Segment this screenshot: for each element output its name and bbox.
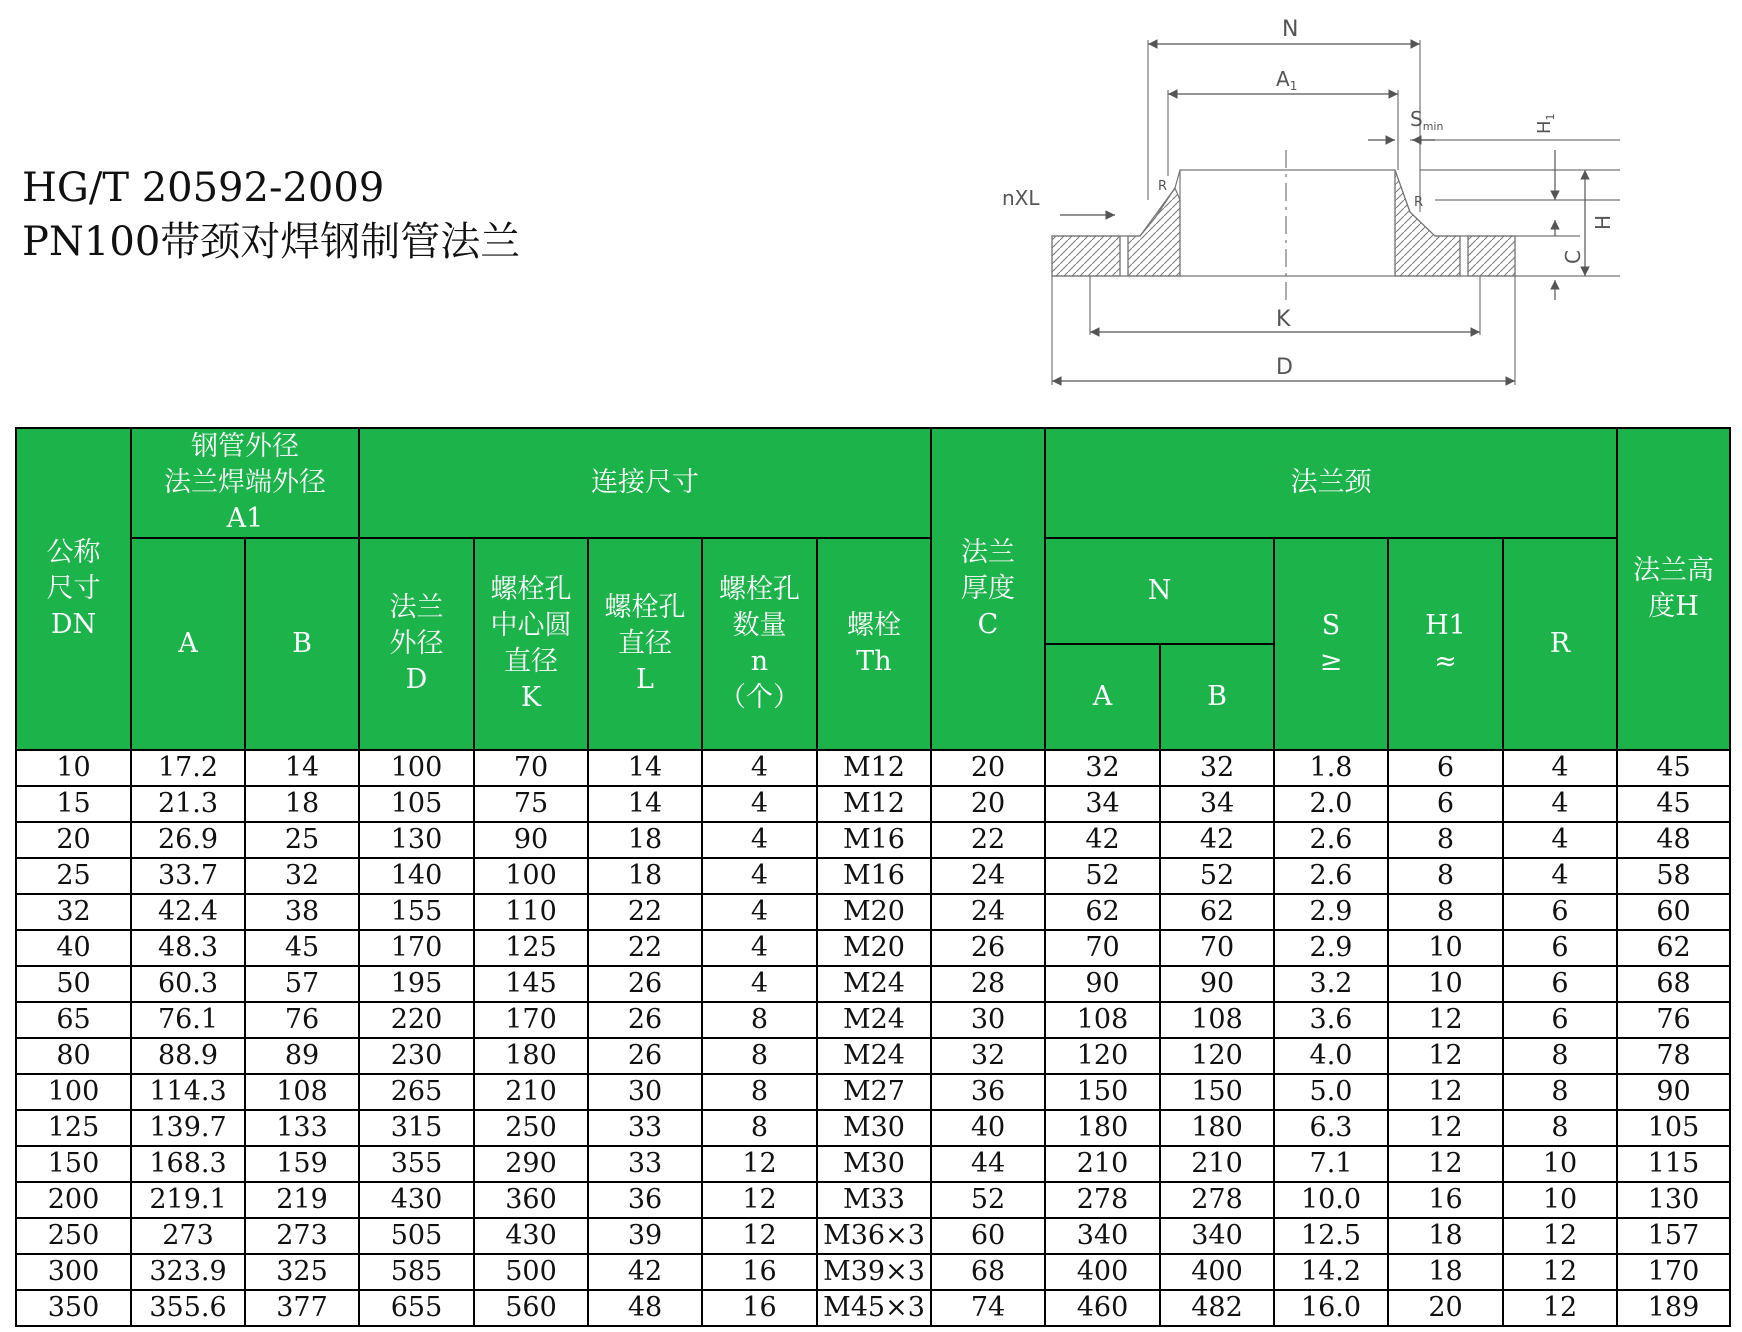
header-h1: H1 ≈: [1388, 538, 1503, 750]
table-cell: 290: [474, 1146, 588, 1182]
table-cell: 18: [588, 822, 702, 858]
table-row: [16, 930, 1730, 966]
table-cell: 5.0: [1274, 1074, 1388, 1110]
table-cell: 70: [1160, 930, 1274, 966]
table-cell: M20: [817, 894, 931, 930]
header-a1-b: B: [245, 538, 359, 750]
table-cell: 4: [702, 966, 817, 1002]
table-cell: 18: [588, 858, 702, 894]
table-row: [16, 1038, 1730, 1074]
table-cell: 48: [588, 1290, 702, 1326]
table-row: [16, 894, 1730, 930]
label-C: C: [1561, 250, 1585, 264]
table-cell: 6: [1388, 786, 1503, 822]
table-cell: 32: [1160, 750, 1274, 786]
table-cell: M20: [817, 930, 931, 966]
table-cell: 3.6: [1274, 1002, 1388, 1038]
table-cell: 32: [1045, 750, 1160, 786]
table-cell: 8: [1503, 1038, 1617, 1074]
table-cell: 219.1: [131, 1182, 245, 1218]
table-cell: 400: [1045, 1254, 1160, 1290]
table-cell: 170: [359, 930, 474, 966]
table-cell: 25: [16, 858, 131, 894]
table-cell: 57: [245, 966, 359, 1002]
table-cell: 4: [702, 822, 817, 858]
table-cell: 8: [702, 1002, 817, 1038]
table-cell: 14: [245, 750, 359, 786]
table-cell: 16: [702, 1254, 817, 1290]
table-cell: 21.3: [131, 786, 245, 822]
table-cell: 12: [702, 1146, 817, 1182]
header-l: 螺栓孔 直径 L: [588, 538, 702, 750]
table-cell: 323.9: [131, 1254, 245, 1290]
table-cell: 18: [245, 786, 359, 822]
table-cell: 18: [1388, 1218, 1503, 1254]
table-cell: 33.7: [131, 858, 245, 894]
table-cell: 26: [588, 966, 702, 1002]
table-cell: 32: [245, 858, 359, 894]
table-cell: 8: [1503, 1110, 1617, 1146]
table-cell: 70: [474, 750, 588, 786]
table-cell: 33: [588, 1146, 702, 1182]
table-cell: 50: [16, 966, 131, 1002]
table-cell: 355: [359, 1146, 474, 1182]
table-cell: M16: [817, 858, 931, 894]
table-cell: 2.9: [1274, 930, 1388, 966]
table-cell: 78: [1617, 1038, 1730, 1074]
table-cell: 2.6: [1274, 822, 1388, 858]
table-cell: 34: [1160, 786, 1274, 822]
table-cell: 2.6: [1274, 858, 1388, 894]
table-cell: 12: [1388, 1110, 1503, 1146]
table-cell: 14.2: [1274, 1254, 1388, 1290]
standard-number: HG/T 20592-2009: [22, 165, 385, 211]
table-cell: 58: [1617, 858, 1730, 894]
table-cell: M12: [817, 750, 931, 786]
table-body: [16, 750, 1730, 1326]
table-cell: 76: [1617, 1002, 1730, 1038]
table-cell: 6: [1388, 750, 1503, 786]
table-cell: 4.0: [1274, 1038, 1388, 1074]
table-cell: 250: [16, 1218, 131, 1254]
table-cell: 340: [1045, 1218, 1160, 1254]
flange-section-right: [1395, 170, 1460, 276]
table-row: [16, 1254, 1730, 1290]
label-R-left: R: [1158, 179, 1168, 194]
table-cell: 150: [1160, 1074, 1274, 1110]
table-cell: 360: [474, 1182, 588, 1218]
table-cell: M24: [817, 1038, 931, 1074]
table-cell: 108: [1045, 1002, 1160, 1038]
table-cell: 28: [931, 966, 1045, 1002]
table-cell: 210: [1160, 1146, 1274, 1182]
table-cell: 88.9: [131, 1038, 245, 1074]
table-cell: 65: [16, 1002, 131, 1038]
table-cell: M39×3: [817, 1254, 931, 1290]
header-a1-a: A: [131, 538, 245, 750]
table-cell: 30: [931, 1002, 1045, 1038]
table-cell: 42: [1160, 822, 1274, 858]
table-cell: 500: [474, 1254, 588, 1290]
table-cell: 4: [702, 858, 817, 894]
label-H1: $H_1$: [1534, 113, 1557, 134]
table-cell: 40: [16, 930, 131, 966]
table-cell: 150: [1045, 1074, 1160, 1110]
header-neck-a: A: [1045, 644, 1160, 750]
table-cell: 273: [131, 1218, 245, 1254]
header-connection: 连接尺寸: [359, 428, 931, 538]
table-cell: 8: [1388, 858, 1503, 894]
table-cell: 12: [702, 1182, 817, 1218]
table-cell: 52: [1045, 858, 1160, 894]
table-cell: 40: [931, 1110, 1045, 1146]
table-cell: 139.7: [131, 1110, 245, 1146]
table-cell: 45: [1617, 786, 1730, 822]
table-cell: M12: [817, 786, 931, 822]
table-cell: 60: [1617, 894, 1730, 930]
flange-cross-section-drawing: [980, 0, 1630, 400]
table-cell: 170: [474, 1002, 588, 1038]
table-cell: 2.0: [1274, 786, 1388, 822]
table-cell: 100: [16, 1074, 131, 1110]
table-cell: M33: [817, 1182, 931, 1218]
table-cell: 180: [474, 1038, 588, 1074]
table-row: [16, 1074, 1730, 1110]
header-n: 螺栓孔 数量 n （个）: [702, 538, 817, 750]
table-cell: M27: [817, 1074, 931, 1110]
flange-section-left: [1052, 236, 1120, 276]
label-N: N: [1282, 17, 1299, 42]
header-c: 法兰 厚度 C: [931, 428, 1045, 750]
label-K: K: [1276, 307, 1291, 332]
table-row: [16, 1002, 1730, 1038]
table-cell: 76.1: [131, 1002, 245, 1038]
table-cell: 6: [1503, 1002, 1617, 1038]
table-cell: M36×3: [817, 1218, 931, 1254]
table-cell: 145: [474, 966, 588, 1002]
table-cell: 273: [245, 1218, 359, 1254]
label-D: D: [1276, 355, 1293, 380]
table-cell: 130: [1617, 1182, 1730, 1218]
table-cell: 26: [588, 1002, 702, 1038]
table-cell: 16: [702, 1290, 817, 1326]
table-cell: 12: [1388, 1146, 1503, 1182]
table-cell: 7.1: [1274, 1146, 1388, 1182]
header-r: R: [1503, 538, 1617, 750]
table-cell: 12: [1503, 1254, 1617, 1290]
table-cell: 560: [474, 1290, 588, 1326]
table-cell: 100: [359, 750, 474, 786]
table-cell: 74: [931, 1290, 1045, 1326]
table-row: [16, 1110, 1730, 1146]
table-cell: 68: [1617, 966, 1730, 1002]
table-cell: 1.8: [1274, 750, 1388, 786]
label-S-min: $S_{min}$: [1410, 107, 1444, 133]
table-cell: 26: [931, 930, 1045, 966]
table-cell: 36: [931, 1074, 1045, 1110]
table-cell: 100: [474, 858, 588, 894]
header-h: 法兰高 度H: [1617, 428, 1730, 750]
table-cell: 34: [1045, 786, 1160, 822]
table-cell: 115: [1617, 1146, 1730, 1182]
table-header: [16, 428, 1730, 750]
table-cell: 6: [1503, 966, 1617, 1002]
table-cell: 10.0: [1274, 1182, 1388, 1218]
table-cell: 90: [474, 822, 588, 858]
table-cell: 48: [1617, 822, 1730, 858]
table-cell: 168.3: [131, 1146, 245, 1182]
table-cell: 8: [1503, 1074, 1617, 1110]
table-cell: 108: [1160, 1002, 1274, 1038]
table-cell: 24: [931, 894, 1045, 930]
table-cell: 265: [359, 1074, 474, 1110]
table-cell: 22: [588, 930, 702, 966]
table-cell: 75: [474, 786, 588, 822]
table-cell: 20: [931, 750, 1045, 786]
table-cell: 68: [931, 1254, 1045, 1290]
table-cell: 8: [1388, 822, 1503, 858]
table-cell: 4: [702, 930, 817, 966]
table-cell: 355.6: [131, 1290, 245, 1326]
table-cell: 10: [1503, 1182, 1617, 1218]
document-title: PN100带颈对焊钢制管法兰: [22, 219, 521, 265]
table-cell: 10: [1388, 966, 1503, 1002]
table-cell: 16: [1388, 1182, 1503, 1218]
table-cell: 90: [1617, 1074, 1730, 1110]
label-H: H: [1591, 214, 1615, 230]
table-cell: 12.5: [1274, 1218, 1388, 1254]
table-cell: 17.2: [131, 750, 245, 786]
table-cell: 125: [16, 1110, 131, 1146]
table-cell: 36: [588, 1182, 702, 1218]
header-a1: 钢管外径 法兰焊端外径 A1: [131, 428, 359, 538]
table-cell: 585: [359, 1254, 474, 1290]
table-cell: 15: [16, 786, 131, 822]
table-cell: 80: [16, 1038, 131, 1074]
table-cell: 4: [1503, 750, 1617, 786]
table-cell: 38: [245, 894, 359, 930]
table-row: [16, 786, 1730, 822]
table-cell: 125: [474, 930, 588, 966]
label-R-right: R: [1414, 195, 1424, 210]
table-cell: 25: [245, 822, 359, 858]
table-cell: 230: [359, 1038, 474, 1074]
table-cell: 10: [16, 750, 131, 786]
header-th: 螺栓 Th: [817, 538, 931, 750]
table-cell: 377: [245, 1290, 359, 1326]
table-cell: 210: [474, 1074, 588, 1110]
table-cell: 20: [931, 786, 1045, 822]
table-cell: 210: [1045, 1146, 1160, 1182]
table-cell: 505: [359, 1218, 474, 1254]
table-cell: 278: [1160, 1182, 1274, 1218]
table-cell: 189: [1617, 1290, 1730, 1326]
table-cell: 12: [1388, 1002, 1503, 1038]
table-cell: M45×3: [817, 1290, 931, 1326]
table-cell: 42.4: [131, 894, 245, 930]
table-cell: 180: [1160, 1110, 1274, 1146]
table-row: [16, 858, 1730, 894]
table-cell: 150: [16, 1146, 131, 1182]
table-cell: 220: [359, 1002, 474, 1038]
table-cell: 8: [702, 1038, 817, 1074]
table-cell: 120: [1045, 1038, 1160, 1074]
table-row: [16, 1182, 1730, 1218]
table-cell: 180: [1045, 1110, 1160, 1146]
table-cell: 48.3: [131, 930, 245, 966]
table-cell: M24: [817, 966, 931, 1002]
table-cell: 45: [1617, 750, 1730, 786]
table-cell: 12: [702, 1218, 817, 1254]
table-cell: 105: [1617, 1110, 1730, 1146]
table-cell: 278: [1045, 1182, 1160, 1218]
table-cell: 22: [931, 822, 1045, 858]
table-cell: 89: [245, 1038, 359, 1074]
table-cell: 16.0: [1274, 1290, 1388, 1326]
table-cell: 26.9: [131, 822, 245, 858]
header-s: S ≥: [1274, 538, 1388, 750]
table-cell: 6: [1503, 894, 1617, 930]
table-cell: 12: [1503, 1218, 1617, 1254]
table-row: [16, 822, 1730, 858]
flange-dimension-table: [15, 427, 1731, 1327]
table-cell: M30: [817, 1146, 931, 1182]
table-cell: 105: [359, 786, 474, 822]
table-cell: 315: [359, 1110, 474, 1146]
table-cell: 3.2: [1274, 966, 1388, 1002]
table-cell: 400: [1160, 1254, 1274, 1290]
table-cell: 62: [1617, 930, 1730, 966]
table-cell: 22: [588, 894, 702, 930]
table-cell: 62: [1160, 894, 1274, 930]
table-cell: 170: [1617, 1254, 1730, 1290]
table-cell: 8: [1388, 894, 1503, 930]
table-cell: 340: [1160, 1218, 1274, 1254]
table-cell: 18: [1388, 1254, 1503, 1290]
table-cell: 219: [245, 1182, 359, 1218]
header-d: 法兰 外径 D: [359, 538, 474, 750]
table-cell: 4: [702, 750, 817, 786]
table-row: [16, 1290, 1730, 1326]
label-A1: $A_1$: [1276, 67, 1298, 93]
table-cell: 76: [245, 1002, 359, 1038]
table-cell: 90: [1045, 966, 1160, 1002]
table-cell: 39: [588, 1218, 702, 1254]
table-cell: 4: [1503, 858, 1617, 894]
table-row: [16, 1146, 1730, 1182]
header-neck-b: B: [1160, 644, 1274, 750]
flange-section-right-outer: [1468, 236, 1515, 276]
table-cell: 26: [588, 1038, 702, 1074]
table-cell: 60: [931, 1218, 1045, 1254]
table-cell: 655: [359, 1290, 474, 1326]
flange-section-left-inner: [1128, 188, 1180, 276]
label-nXL: nXL: [1002, 186, 1040, 210]
table-cell: 24: [931, 858, 1045, 894]
table-cell: 325: [245, 1254, 359, 1290]
table-cell: M24: [817, 1002, 931, 1038]
table-cell: M30: [817, 1110, 931, 1146]
table-cell: 350: [16, 1290, 131, 1326]
table-cell: 430: [359, 1182, 474, 1218]
table-cell: 32: [931, 1038, 1045, 1074]
table-cell: 30: [588, 1074, 702, 1110]
table-cell: 133: [245, 1110, 359, 1146]
table-cell: 108: [245, 1074, 359, 1110]
table-cell: 62: [1045, 894, 1160, 930]
table-cell: 130: [359, 822, 474, 858]
table-cell: 10: [1388, 930, 1503, 966]
table-cell: 482: [1160, 1290, 1274, 1326]
table-cell: 6.3: [1274, 1110, 1388, 1146]
table-cell: 42: [1045, 822, 1160, 858]
table-cell: 2.9: [1274, 894, 1388, 930]
table-cell: 20: [1388, 1290, 1503, 1326]
table-cell: 200: [16, 1182, 131, 1218]
table-cell: 14: [588, 786, 702, 822]
table-cell: 60.3: [131, 966, 245, 1002]
table-row: [16, 1218, 1730, 1254]
table-cell: 12: [1503, 1290, 1617, 1326]
table-cell: 52: [1160, 858, 1274, 894]
table-cell: 32: [16, 894, 131, 930]
table-cell: 4: [1503, 786, 1617, 822]
header-neck-n: N: [1045, 538, 1274, 644]
table-cell: 20: [16, 822, 131, 858]
table-cell: 120: [1160, 1038, 1274, 1074]
table-cell: 8: [702, 1074, 817, 1110]
table-cell: M16: [817, 822, 931, 858]
table-cell: 8: [702, 1110, 817, 1146]
table-cell: 6: [1503, 930, 1617, 966]
table-cell: 90: [1160, 966, 1274, 1002]
table-cell: 157: [1617, 1218, 1730, 1254]
table-cell: 195: [359, 966, 474, 1002]
table-row: [16, 750, 1730, 786]
table-cell: 14: [588, 750, 702, 786]
table-cell: 155: [359, 894, 474, 930]
table-cell: 300: [16, 1254, 131, 1290]
table-cell: 4: [702, 894, 817, 930]
header-dn: 公称 尺寸 DN: [16, 428, 131, 750]
header-neck: 法兰颈: [1045, 428, 1617, 538]
table-cell: 52: [931, 1182, 1045, 1218]
table-cell: 114.3: [131, 1074, 245, 1110]
table-cell: 33: [588, 1110, 702, 1146]
table-cell: 159: [245, 1146, 359, 1182]
table-cell: 42: [588, 1254, 702, 1290]
table-cell: 430: [474, 1218, 588, 1254]
table-cell: 460: [1045, 1290, 1160, 1326]
table-cell: 10: [1503, 1146, 1617, 1182]
table-cell: 45: [245, 930, 359, 966]
table-cell: 4: [1503, 822, 1617, 858]
header-k: 螺栓孔 中心圆 直径 K: [474, 538, 588, 750]
table-cell: 12: [1388, 1038, 1503, 1074]
table-cell: 250: [474, 1110, 588, 1146]
table-cell: 110: [474, 894, 588, 930]
table-cell: 12: [1388, 1074, 1503, 1110]
table-row: [16, 966, 1730, 1002]
table-cell: 4: [702, 786, 817, 822]
table-cell: 140: [359, 858, 474, 894]
table-cell: 70: [1045, 930, 1160, 966]
table-cell: 44: [931, 1146, 1045, 1182]
